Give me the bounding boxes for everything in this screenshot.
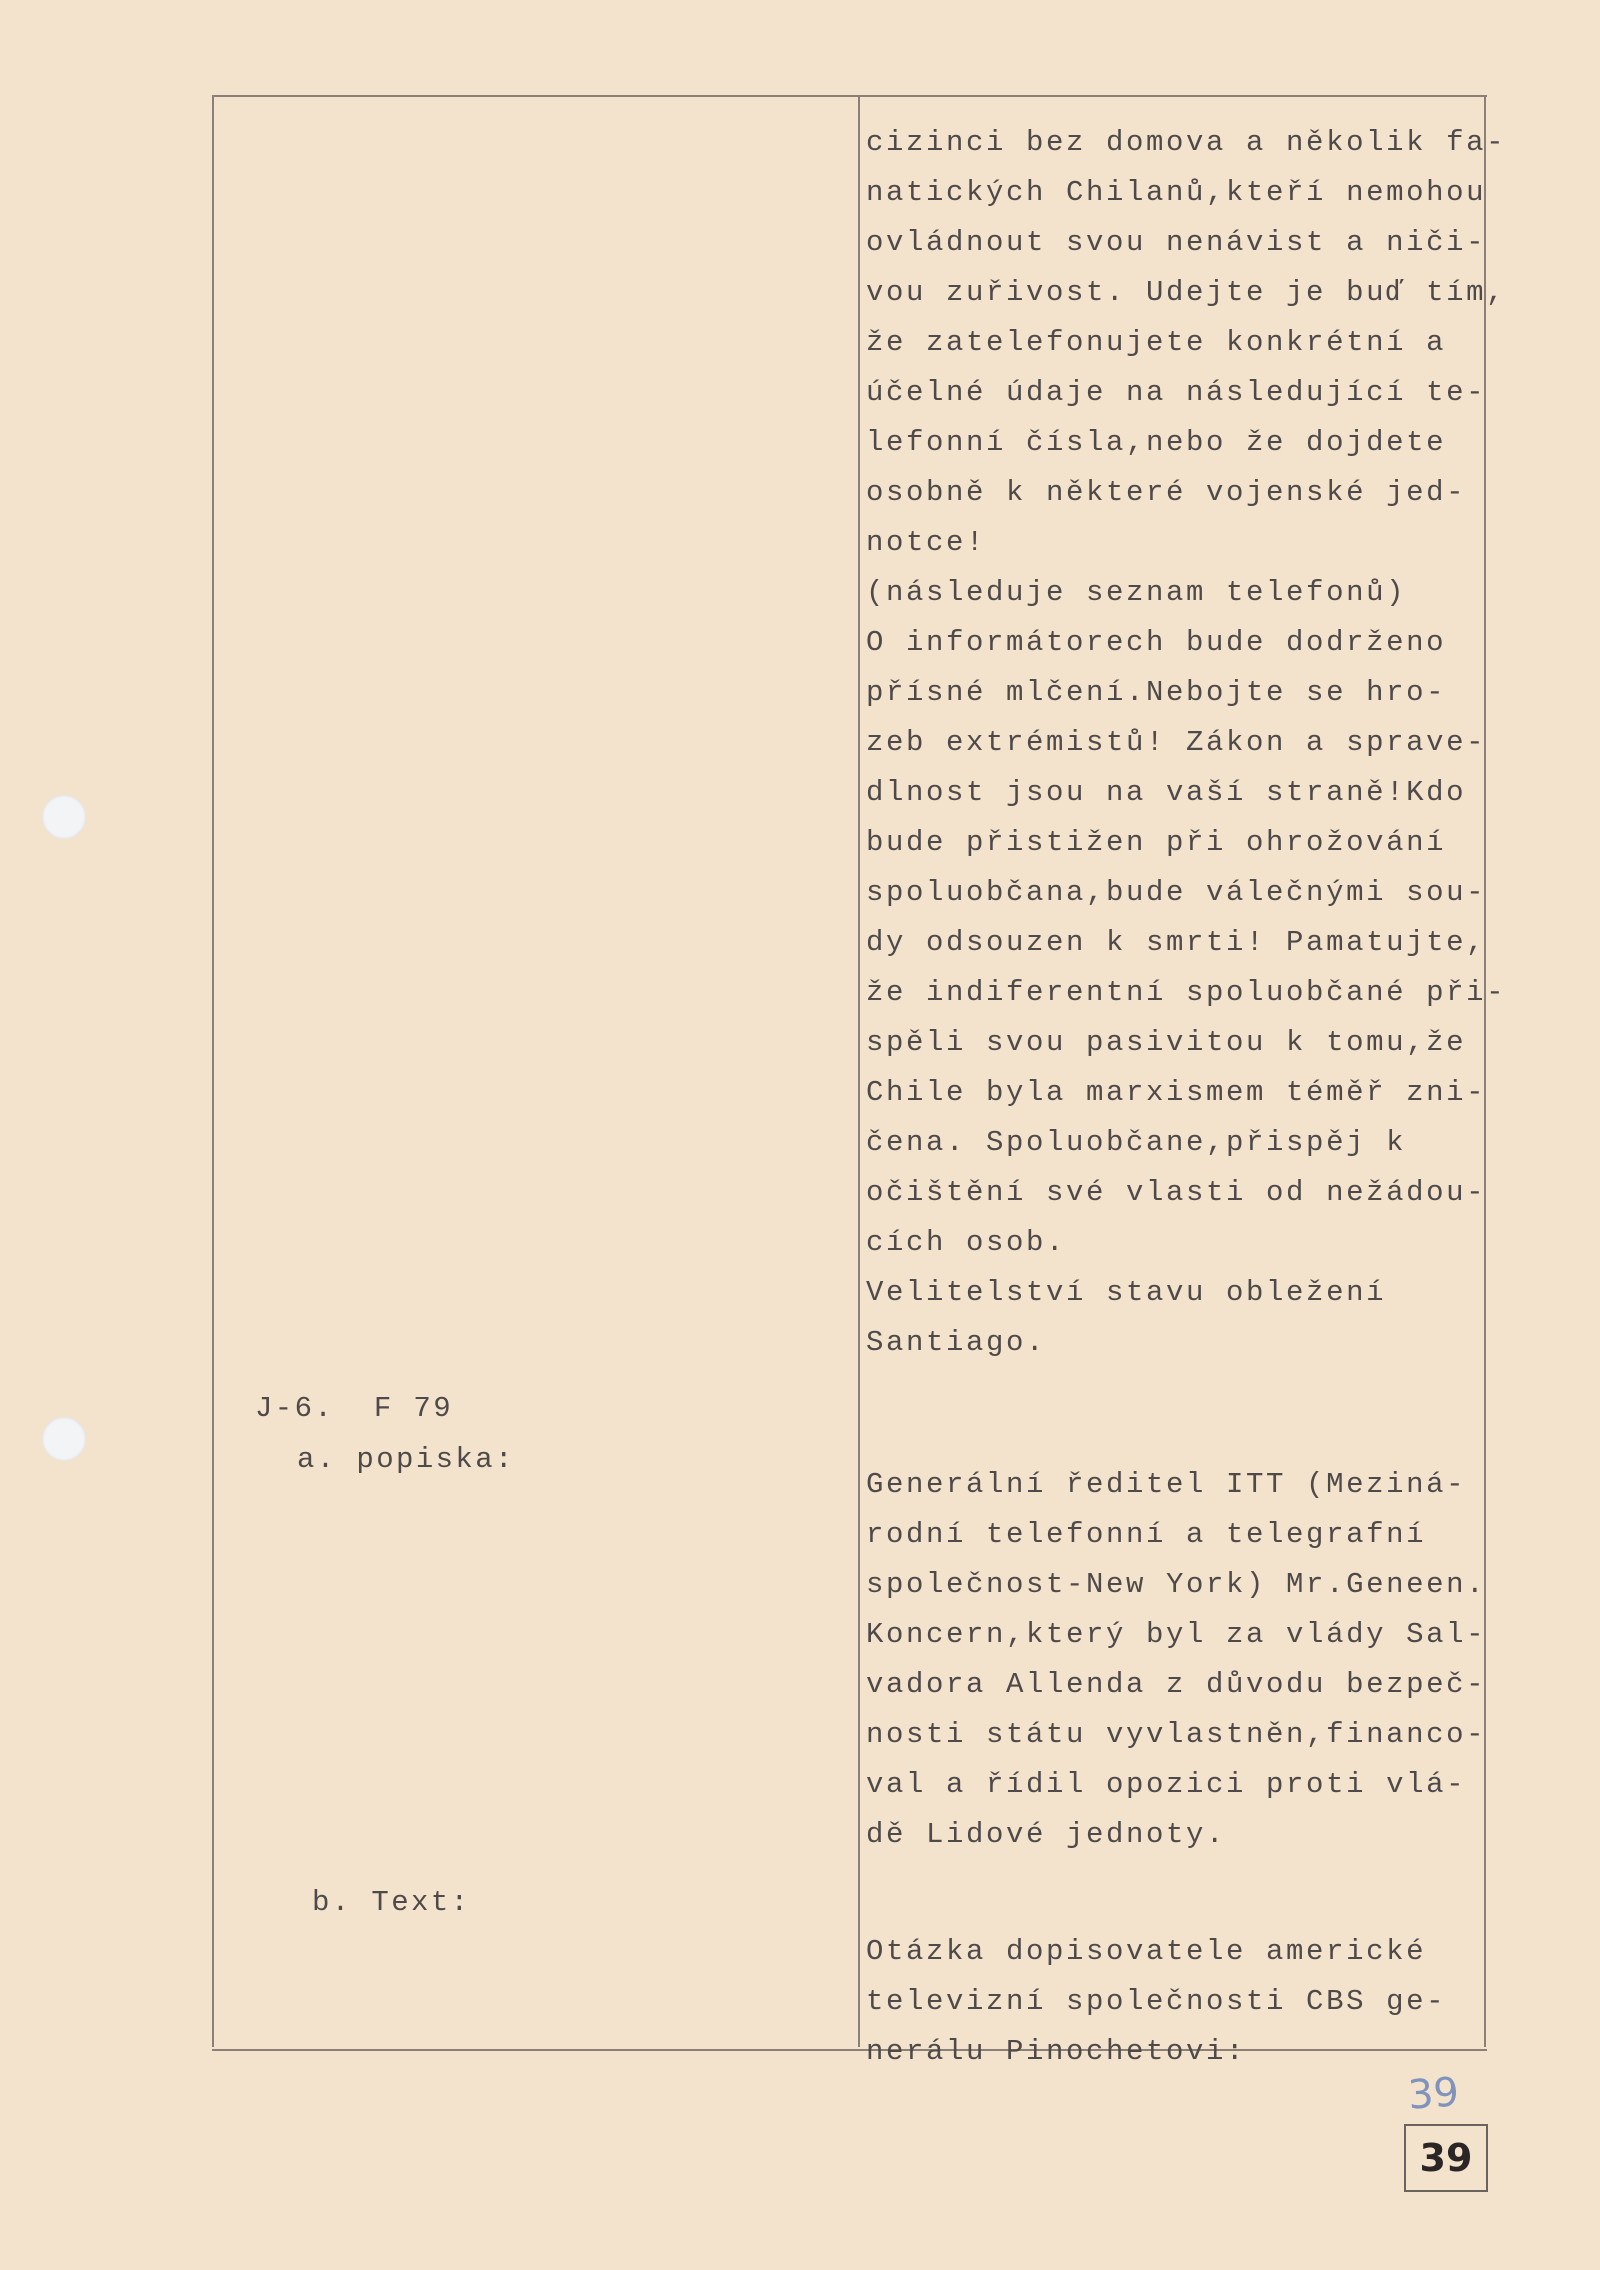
stamped-page-number: 39 <box>1419 2136 1473 2180</box>
text-line: že indiferentní spoluobčané při- <box>866 976 1507 1009</box>
text-line: vadora Allenda z důvodu bezpeč- <box>866 1668 1487 1701</box>
text-line: zeb extrémistů! Zákon a sprave- <box>866 726 1487 759</box>
table-column-divider <box>858 95 860 2047</box>
text-line: lefonní čísla,nebo že dojdete <box>866 426 1447 459</box>
text-line: cizinci bez domova a několik fa- <box>866 126 1507 159</box>
text-line: val a řídil opozici proti vlá- <box>866 1768 1467 1801</box>
text-line: dě Lidové jednoty. <box>866 1818 1227 1851</box>
text-line: Generální ředitel ITT (Meziná- <box>866 1468 1467 1501</box>
text-line: nosti státu vyvlastněn,financo- <box>866 1718 1487 1751</box>
caption-label: a. popiska: <box>297 1443 515 1476</box>
picture-code: J-6. F 79 <box>255 1392 454 1425</box>
text-line: spoluobčana,bude válečnými sou- <box>866 876 1487 909</box>
text-line: Koncern,který byl za vlády Sal- <box>866 1618 1487 1651</box>
text-line: dlnost jsou na vaší straně!Kdo <box>866 776 1467 809</box>
text-line: ovládnout svou nenávist a niči- <box>866 226 1487 259</box>
body-text-block <box>866 1927 1506 2077</box>
right-column-text <box>866 118 1506 2077</box>
text-line: osobně k některé vojenské jed- <box>866 476 1467 509</box>
text-line: cích osob. <box>866 1226 1067 1259</box>
text-line: nerálu Pinochetovi: <box>866 2035 1247 2068</box>
text-line: přísné mlčení.Nebojte se hro- <box>866 676 1447 709</box>
table-left-border <box>212 95 214 2047</box>
text-line: Velitelství stavu obležení <box>866 1276 1387 1309</box>
text-line: společnost-New York) Mr.Geneen. <box>866 1568 1487 1601</box>
text-line: Santiago. <box>866 1326 1047 1359</box>
text-line: notce! <box>866 526 987 559</box>
text-line: účelné údaje na následující te- <box>866 376 1487 409</box>
leaflet-text-block <box>866 118 1506 1368</box>
text-line: Chile byla marxismem téměř zni- <box>866 1076 1487 1109</box>
text-line: (následuje seznam telefonů) <box>866 576 1407 609</box>
text-label: b. Text: <box>312 1886 471 1919</box>
text-line: vou zuřivost. Udejte je buď tím, <box>866 276 1507 309</box>
caption-text-block <box>866 1460 1506 1860</box>
text-line: že zatelefonujete konkrétní a <box>866 326 1447 359</box>
page-number-stamp <box>1404 2124 1488 2192</box>
text-line: rodní telefonní a telegrafní <box>866 1518 1427 1551</box>
text-line: natických Chilanů,kteří nemohou <box>866 176 1487 209</box>
text-line: dy odsouzen k smrti! Pamatujte, <box>866 926 1487 959</box>
text-line: Otázka dopisovatele americké <box>866 1935 1427 1968</box>
handwritten-page-number: 39 <box>1406 2069 1461 2119</box>
text-line: televizní společnosti CBS ge- <box>866 1985 1447 2018</box>
text-line: spěli svou pasivitou k tomu,že <box>866 1026 1467 1059</box>
text-line: bude přistižen při ohrožování <box>866 826 1447 859</box>
text-line: O informátorech bude dodrženo <box>866 626 1447 659</box>
text-line: očištění své vlasti od nežádou- <box>866 1176 1487 1209</box>
punch-hole <box>42 1417 86 1461</box>
punch-hole <box>42 795 86 839</box>
text-line: čena. Spoluobčane,přispěj k <box>866 1126 1407 1159</box>
